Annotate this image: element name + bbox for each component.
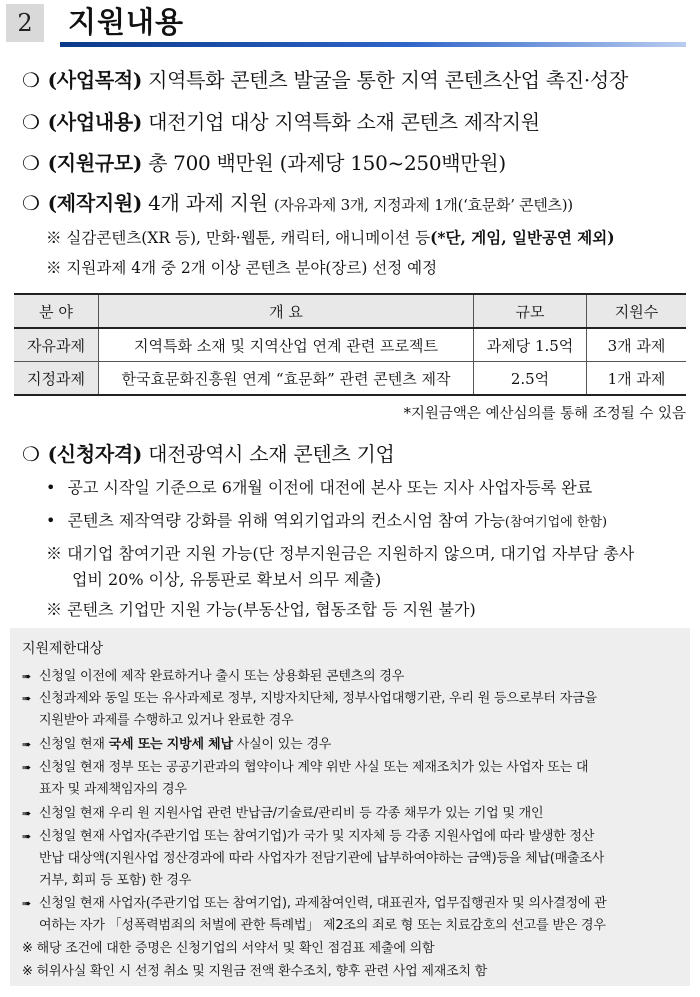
bullet-icon: •	[46, 478, 56, 497]
restriction-text: 신청일 현재 정부 또는 공공기관과의 협약이나 계약 위반 사실 또는 제재조치가 있는 사업자 또는 대	[39, 760, 589, 775]
restriction-text: 신청일 현재 사업자(주관기업 또는 참여기업), 과제참여인력, 대표권자, 업무집행권자 및 의사결정에 관	[39, 896, 607, 911]
bullet-detail: (참여기업에 한함)	[504, 515, 608, 530]
restriction-text: 신청일 이전에 제작 완료하거나 출시 또는 상용화된 콘텐츠의 경우	[39, 669, 405, 684]
restriction-item	[22, 802, 543, 821]
restriction-text-cont: 반납 대상액(지원사업 정산경과에 따라 사업자가 전담기관에 납부하여야하는 금액)등을 체납(매출조사	[39, 851, 605, 866]
row-summary: 지역특화 소재 및 지역산업 연계 관련 프로젝트	[99, 328, 474, 362]
item-production	[22, 187, 573, 216]
header-field: 분 야	[14, 294, 99, 328]
item-scale	[22, 147, 506, 176]
item-label: (사업목적)	[47, 68, 143, 92]
restriction-text-cont: 거부, 회피 등 포함) 한 경우	[39, 873, 192, 888]
arrow-icon: ➠	[22, 738, 32, 751]
item-text: 대전광역시 소재 콘텐츠 기업	[142, 442, 395, 466]
bullet-text: 콘텐츠 제작역량 강화를 위해 역외기업과의 컨소시엄 참여 가능	[67, 511, 505, 530]
table-row	[14, 362, 686, 396]
table-row	[14, 328, 686, 362]
circle-bullet-icon: ❍	[22, 110, 40, 134]
bullet-icon: •	[46, 511, 56, 530]
note-large-company: ※ 대기업 참여기관 지원 가능(단 정부지원금은 지원하지 않으며, 대기업 자부담 총사	[46, 544, 635, 563]
row-count: 3개 과제	[587, 328, 687, 362]
circle-bullet-icon: ❍	[22, 151, 40, 175]
arrow-icon: ➠	[22, 670, 32, 683]
restriction-text-cont: 표자 및 과제책임자의 경우	[39, 782, 187, 797]
item-eligibility	[22, 438, 395, 467]
circle-bullet-icon: ❍	[22, 191, 40, 215]
restriction-item	[22, 733, 331, 752]
restriction-text: 사실이 있는 경우	[232, 737, 332, 752]
row-count: 1개 과제	[587, 362, 687, 396]
arrow-icon: ➠	[22, 830, 32, 843]
restriction-text: 신청과제와 동일 또는 유사과제로 정부, 지방자치단체, 정부사업대행기관, 우리 원 등으로부터 자금을	[39, 691, 597, 706]
section-header	[0, 0, 700, 52]
note-text: ※ 실감콘텐츠(XR 등), 만화·웹툰, 캐릭터, 애니메이션 등	[46, 229, 431, 247]
restriction-item	[22, 665, 404, 684]
item-label: (지원규모)	[47, 151, 143, 175]
restriction-text: 신청일 현재 사업자(주관기업 또는 참여기업)가 국가 및 지자체 등 각종 지원사업에 따라 발생한 정산	[39, 829, 595, 844]
item-text: 대전기업 대상 지역특화 소재 콘텐츠 제작지원	[142, 110, 540, 134]
arrow-icon: ➠	[22, 807, 32, 820]
item-label: (신청자격)	[47, 442, 143, 466]
section-number: 2	[6, 4, 44, 42]
arrow-icon: ➠	[22, 692, 32, 705]
row-label: 지정과제	[14, 362, 99, 396]
note-genres	[46, 226, 615, 248]
restriction-emphasis: 국세 또는 지방세 체납	[108, 737, 233, 752]
item-text: 총 700 백만원 (과제당 150~250백만원)	[142, 151, 506, 175]
note-exclusion: (*단, 게임, 일반공연 제외)	[430, 228, 615, 247]
restriction-note-penalty: ※ 허위사실 확인 시 선정 취소 및 지원금 전액 환수조치, 향후 관련 사업 제재조치 함	[22, 964, 488, 979]
circle-bullet-icon: ❍	[22, 68, 40, 92]
header-summary: 개 요	[99, 294, 474, 328]
item-label: (제작지원)	[47, 191, 143, 215]
arrow-icon: ➠	[22, 761, 32, 774]
arrow-icon: ➠	[22, 897, 32, 910]
item-purpose	[22, 64, 628, 93]
restriction-text-cont: 여하는 자가 「성폭력범죄의 처벌에 관한 특례법」 제2조의 죄로 형 또는 치료감호의 선고를 받은 경우	[39, 918, 606, 933]
eligibility-bullet-2	[46, 508, 607, 531]
row-summary: 한국효문화진흥원 연계 “효문화” 관련 콘텐츠 제작	[99, 362, 474, 396]
restriction-item	[22, 825, 594, 844]
table-header-row	[14, 294, 686, 328]
header-scale: 규모	[474, 294, 587, 328]
support-table	[14, 293, 686, 396]
item-detail: (자유과제 3개, 지정과제 1개(‘효문화’ 콘텐츠))	[273, 196, 573, 214]
restriction-text-cont: 지원받아 과제를 수행하고 있거나 완료한 경우	[39, 713, 294, 728]
section-underline	[60, 42, 686, 47]
row-scale: 과제당 1.5억	[474, 328, 587, 362]
header-count: 지원수	[587, 294, 687, 328]
eligibility-bullet-1	[46, 475, 592, 498]
circle-bullet-icon: ❍	[22, 442, 40, 466]
restriction-box	[10, 628, 690, 986]
table-footnote: *지원금액은 예산심의를 통해 조정될 수 있음	[403, 406, 686, 422]
item-text: 지역특화 콘텐츠 발굴을 통한 지역 콘텐츠산업 촉진·성장	[142, 68, 628, 92]
item-content	[22, 106, 540, 135]
item-text: 4개 과제 지원	[142, 191, 274, 215]
row-scale: 2.5억	[474, 362, 587, 396]
restriction-item	[22, 756, 588, 775]
note-content-only: ※ 콘텐츠 기업만 지원 가능(부동산업, 협동조합 등 지원 불가)	[46, 600, 476, 619]
restriction-title: 지원제한대상	[22, 641, 104, 657]
item-label: (사업내용)	[47, 110, 143, 134]
restriction-note-proof: ※ 해당 조건에 대한 증명은 신청기업의 서약서 및 확인 점검표 제출에 의함	[22, 941, 435, 956]
note-selection: ※ 지원과제 4개 중 2개 이상 콘텐츠 분야(장르) 선정 예정	[46, 259, 438, 277]
restriction-text: 신청일 현재 우리 원 지원사업 관련 반납금/기술료/관리비 등 각종 채무가 있는 기업 및 개인	[39, 806, 544, 821]
restriction-item	[22, 892, 607, 911]
bullet-text: 공고 시작일 기준으로 6개월 이전에 대전에 본사 또는 지사 사업자등록 완료	[67, 478, 593, 497]
restriction-item	[22, 687, 597, 706]
row-label: 자유과제	[14, 328, 99, 362]
note-large-company-cont: 업비 20% 이상, 유통판로 확보서 의무 제출)	[72, 570, 382, 589]
section-title: 지원내용	[68, 5, 185, 39]
restriction-text: 신청일 현재	[39, 737, 109, 752]
